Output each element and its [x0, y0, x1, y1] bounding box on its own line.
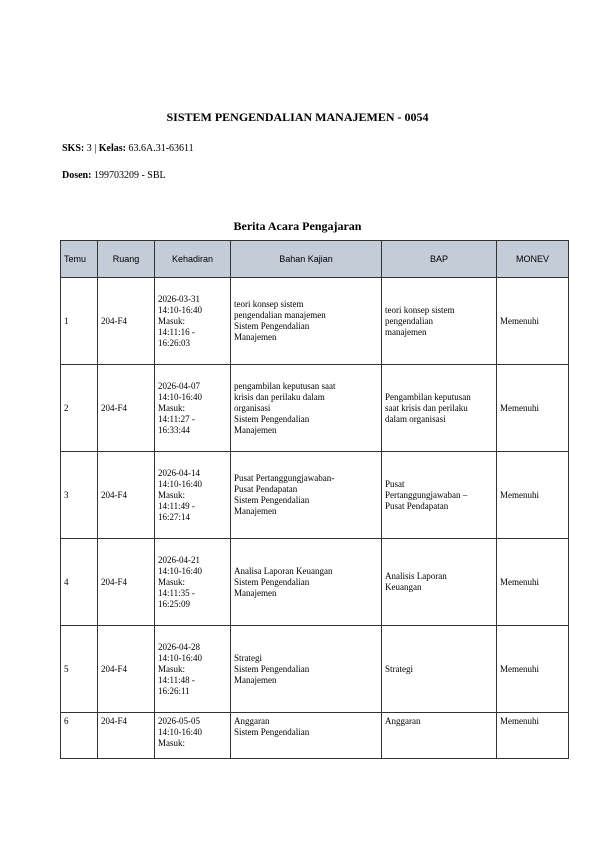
cell-kehadiran-line: 16:27:14	[158, 511, 191, 522]
cell-bahan-kajian	[231, 452, 382, 539]
cell-kehadiran	[155, 278, 231, 365]
cell-ruang: 204-F4	[98, 713, 155, 759]
cell-bahan-kajian-line: Pusat Pendapatan	[234, 484, 298, 494]
cell-bap-line: Pusat Pendapatan	[385, 500, 449, 511]
cell-kehadiran-line: Masuk:	[158, 489, 185, 500]
cell-temu: 5	[61, 626, 98, 713]
cell-bahan-kajian	[231, 626, 382, 713]
cell-bahan-kajian-line: Manajemen	[234, 332, 277, 342]
cell-kehadiran-line: 14:11:35 -	[158, 587, 195, 598]
cell-kehadiran-line: Masuk:	[158, 402, 185, 413]
cell-monev: Memenuhi	[497, 452, 569, 539]
cell-kehadiran-line: Masuk:	[158, 663, 185, 674]
cell-kehadiran-line: 14:11:48 -	[158, 674, 195, 685]
cell-kehadiran	[155, 452, 231, 539]
cell-bahan-kajian-line: Manajemen	[234, 424, 277, 435]
cell-bap	[382, 365, 497, 452]
cell-ruang: 204-F4	[98, 539, 155, 626]
cell-kehadiran-line: 14:10-16:40	[158, 652, 202, 663]
cell-bap	[382, 278, 497, 365]
cell-bahan-kajian-line: Sistem Pengendalian	[234, 663, 310, 674]
cell-bap-line: dalam organisasi	[385, 413, 446, 424]
cell-kehadiran-line: 2026-04-21	[158, 554, 200, 565]
column-header-bahan-kajian: Bahan Kajian	[231, 241, 382, 278]
cell-kehadiran-line: Masuk:	[158, 576, 185, 587]
cell-bap	[382, 539, 497, 626]
cell-bahan-kajian-line: Sistem Pengendalian	[234, 321, 310, 331]
cell-temu: 3	[61, 452, 98, 539]
table-row	[61, 365, 569, 452]
cell-bahan-kajian-line: Sistem Pengendalian	[234, 495, 310, 505]
cell-bahan-kajian-line: Pusat Pertanggungjawaban-	[234, 473, 335, 483]
column-header-bap: BAP	[382, 241, 497, 278]
cell-bap-line: Pengambilan keputusan	[385, 391, 471, 402]
cell-bahan-kajian-line: Sistem Pengendalian	[234, 413, 310, 424]
course-meta: SKS: 3 | Kelas: 63.6A.31-63611	[62, 143, 194, 154]
cell-bahan-kajian	[231, 365, 382, 452]
cell-kehadiran-line: 16:26:11	[158, 685, 190, 696]
lecturer-meta	[62, 170, 166, 181]
cell-bahan-kajian-line: Sistem Pengendalian	[234, 727, 310, 737]
cell-bap	[382, 452, 497, 539]
cell-bahan-kajian-line: pengendalian manajemen	[234, 310, 326, 320]
table-row	[61, 539, 569, 626]
cell-temu: 6	[61, 713, 98, 759]
cell-bahan-kajian	[231, 713, 382, 759]
cell-bahan-kajian-line: organisasi	[234, 402, 271, 413]
cell-ruang: 204-F4	[98, 278, 155, 365]
cell-kehadiran	[155, 365, 231, 452]
cell-ruang: 204-F4	[98, 452, 155, 539]
cell-bahan-kajian	[231, 539, 382, 626]
table-row	[61, 713, 569, 759]
cell-monev: Memenuhi	[497, 626, 569, 713]
sks-label: SKS:	[62, 143, 85, 154]
cell-kehadiran-line: 2026-05-05	[158, 716, 200, 726]
cell-monev: Memenuhi	[497, 278, 569, 365]
cell-kehadiran-line: 14:11:49 -	[158, 500, 195, 511]
cell-bahan-kajian-line: Manajemen	[234, 674, 277, 685]
cell-monev: Memenuhi	[497, 365, 569, 452]
cell-ruang: 204-F4	[98, 365, 155, 452]
cell-temu: 1	[61, 278, 98, 365]
cell-kehadiran-line: 2026-03-31	[158, 293, 200, 304]
cell-bap-line: teori konsep sistem	[385, 304, 455, 315]
cell-bahan-kajian-line: krisis dan perilaku dalam	[234, 391, 325, 402]
cell-bap-line: manajemen	[385, 326, 427, 337]
cell-kehadiran-line: Masuk:	[158, 738, 185, 748]
column-header-ruang: Ruang	[98, 241, 155, 278]
cell-bap-line: Keuangan	[385, 582, 422, 592]
cell-bahan-kajian-line: Sistem Pengendalian	[234, 576, 310, 587]
cell-kehadiran-line: 14:10-16:40	[158, 304, 202, 315]
cell-bahan-kajian-line: teori konsep sistem	[234, 299, 304, 309]
cell-kehadiran	[155, 713, 231, 759]
cell-monev: Memenuhi	[497, 713, 569, 759]
cell-kehadiran-line: 16:25:09	[158, 598, 191, 609]
cell-bahan-kajian-line: Manajemen	[234, 506, 277, 516]
kelas-label: Kelas:	[98, 143, 126, 154]
column-header-kehadiran: Kehadiran	[155, 241, 231, 278]
cell-temu: 4	[61, 539, 98, 626]
cell-kehadiran-line: 14:10-16:40	[158, 478, 202, 489]
cell-bap-line: saat krisis dan perilaku	[385, 402, 468, 413]
cell-kehadiran-line: 2026-04-14	[158, 467, 200, 478]
table-row	[61, 626, 569, 713]
cell-kehadiran-line: 16:33:44	[158, 424, 191, 435]
cell-kehadiran-line: Masuk:	[158, 315, 185, 326]
cell-bahan-kajian	[231, 278, 382, 365]
cell-kehadiran	[155, 626, 231, 713]
cell-kehadiran-line: 14:10-16:40	[158, 565, 202, 576]
cell-kehadiran-line: 2026-04-07	[158, 380, 200, 391]
cell-bahan-kajian-line: Manajemen	[234, 587, 277, 598]
table-row	[61, 452, 569, 539]
cell-bap-line: Pertanggungjawaban –	[385, 489, 468, 500]
cell-bahan-kajian-line: pengambilan keputusan saat	[234, 380, 336, 391]
dosen-value: 199703209 - SBL	[93, 170, 166, 181]
dosen-label: Dosen:	[62, 170, 92, 181]
section-title: Berita Acara Pengajaran	[233, 219, 362, 233]
cell-bap	[382, 713, 497, 759]
cell-kehadiran	[155, 539, 231, 626]
column-header-temu: Temu	[61, 241, 98, 278]
cell-bap-line: Strategi	[385, 663, 413, 674]
cell-temu: 2	[61, 365, 98, 452]
document-title: SISTEM PENGENDALIAN MANAJEMEN - 0054	[166, 110, 429, 124]
cell-bahan-kajian-line: Anggaran	[234, 716, 270, 726]
cell-ruang: 204-F4	[98, 626, 155, 713]
cell-bap-line: pengendalian	[385, 315, 433, 326]
cell-kehadiran-line: 14:11:16 -	[158, 326, 195, 337]
teaching-log-table	[60, 240, 569, 759]
cell-kehadiran-line: 14:10-16:40	[158, 727, 202, 737]
cell-bap-line: Analisis Laporan	[385, 571, 447, 581]
cell-bap-line: Anggaran	[385, 716, 421, 726]
cell-kehadiran-line: 2026-04-28	[158, 641, 200, 652]
cell-kehadiran-line: 14:10-16:40	[158, 391, 202, 402]
cell-bahan-kajian-line: Strategi	[234, 652, 262, 663]
table-row	[61, 278, 569, 365]
sks-value: 3	[86, 143, 92, 154]
cell-bap-line: Pusat	[385, 478, 405, 489]
kelas-value: 63.6A.31-63611	[128, 143, 194, 154]
cell-kehadiran-line: 14:11:27 -	[158, 413, 195, 424]
cell-monev: Memenuhi	[497, 539, 569, 626]
column-header-monev: MONEV	[497, 241, 569, 278]
table-header-row	[61, 241, 569, 278]
cell-kehadiran-line: 16:26:03	[158, 337, 191, 348]
cell-bap	[382, 626, 497, 713]
cell-bahan-kajian-line: Analisa Laporan Keuangan	[234, 565, 333, 576]
